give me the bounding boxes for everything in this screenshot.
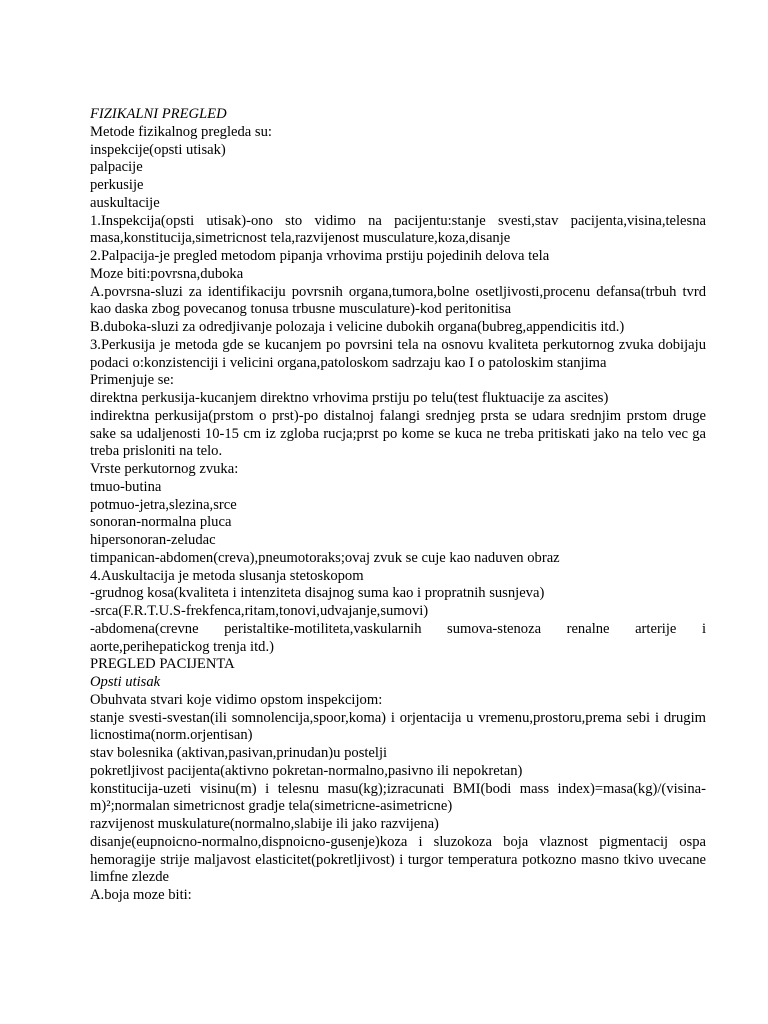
paragraph-auskultacija: 4.Auskultacija je metoda slusanja stetoskopom (90, 567, 364, 584)
text-line: direktna perkusija-kucanjem direktno vrhovima prstiju po telu(test fluktuacije za ascites) (90, 390, 609, 406)
paragraph-perkusija: 3.Perkusija je metoda gde se kucanjem po povrsini tela na osnovu kvaliteta perkutornog zvuka dobijaju podaci o:konzistenciji i velicini organa,patoloskom sadrzaju kao I o patoloskim stanjima (90, 336, 706, 371)
text-line: Moze biti:povrsna,duboka (90, 265, 244, 282)
list-item: tmuo-butina (90, 478, 162, 495)
subsection-heading: Opsti utisak (90, 674, 161, 690)
paragraph-stanje: stanje svesti-svestan(ili somnolencija,spoor,koma) i orjentacija u vremenu,prostoru,prema sebi i drugim licnostima(norm.orjentisan) (90, 709, 706, 744)
list-item: potmuo-jetra,slezina,srce (90, 496, 237, 513)
text-line: stav bolesnika (aktivan,pasivan,prinudan)u postelji (90, 745, 388, 761)
text-line: Obuhvata stvari koje vidimo opstom inspekcijom: (90, 691, 383, 708)
list-item: timpanican-abdomen(creva),pneumotoraks;ovaj zvuk se cuje kao naduven obraz (90, 549, 560, 566)
text-line: auskultacije (90, 194, 160, 211)
list-item: sonoran-normalna pluca (90, 514, 232, 531)
section-heading: PREGLED PACIJENTA (90, 656, 235, 673)
paragraph-abdomena: -abdomena(crevne peristaltike-motiliteta,vaskularnih sumova-stenoza renalne arterije i aorte,perihepatickog trenja itd.) (90, 620, 706, 655)
list-item: -srca(F.R.T.U.S-frekfenca,ritam,tonovi,udvajanje,sumovi) (90, 603, 429, 619)
text-line: Vrste perkutornog zvuka: (90, 461, 239, 477)
list-item: -grudnog kosa(kvaliteta i intenziteta disajnog suma kao i propratnih susnjeva) (90, 585, 545, 602)
paragraph-duboka: B.duboka-sluzi za odredjivanje polozaja i velicine dubokih organa(bubreg,appendicitis itd.) (90, 319, 625, 335)
text-line: Primenjuje se: (90, 372, 174, 389)
document-title: FIZIKALNI PREGLED (90, 106, 227, 122)
text-line: perkusije (90, 177, 144, 193)
paragraph-povrsna: A.povrsna-sluzi za identifikaciju povrsnih organa,tumora,bolne osetljivosti,procenu defansa(trbuh tvrd kao daska zbog povecanog tonusa trbusne musculature)-kod peritonitisa (90, 283, 706, 318)
paragraph-inspekcija: 1.Inspekcija(opsti utisak)-ono sto vidimo na pacijentu:stanje svesti,stav pacijenta,visina,telesna masa,konstitucija,simetricnost tela,razvijenost musculature,koza,disanje (90, 212, 706, 247)
paragraph-konstitucija: konstitucija-uzeti visinu(m) i telesnu masu(kg);izracunati BMI(bodi mass index)=masa(kg)/(visina-m)²;normalan simetricnost gradje tela(simetricne-asimetricne) (90, 780, 706, 815)
paragraph-disanje: disanje(eupnoicno-normalno,dispnoicno-gusenje)koza i sluzokoza boja vlaznost pigmentacij ospa hemoragije strije maljavost elasticitet(pokretljivost) i turgor temperatura potkozno masno tkivo uvecane limfne zlezde (90, 833, 706, 886)
text-line: pokretljivost pacijenta(aktivno pokretan-normalno,pasivno ili nepokretan) (90, 762, 523, 779)
text-line: A.boja moze biti: (90, 887, 192, 903)
list-item: hipersonoran-zeludac (90, 532, 216, 548)
paragraph-indirektna: indirektna perkusija(prstom o prst)-po distalnoj falangi srednjeg prsta se udara srednjim prstom druge sake sa udaljenosti 10-15 cm iz zgloba rucja;prst po kome se kuca ne treba pritiskati jako na telo vec ga treba prisloniti na telo. (90, 407, 706, 460)
text-line: inspekcije(opsti utisak) (90, 141, 226, 158)
text-line: Metode fizikalnog pregleda su: (90, 123, 272, 140)
text-line: palpacije (90, 159, 143, 176)
text-line: razvijenost muskulature(normalno,slabije ili jako razvijena) (90, 816, 439, 832)
paragraph-palpacija: 2.Palpacija-je pregled metodom pipanja vrhovima prstiju pojedinih delova tela (90, 248, 550, 264)
